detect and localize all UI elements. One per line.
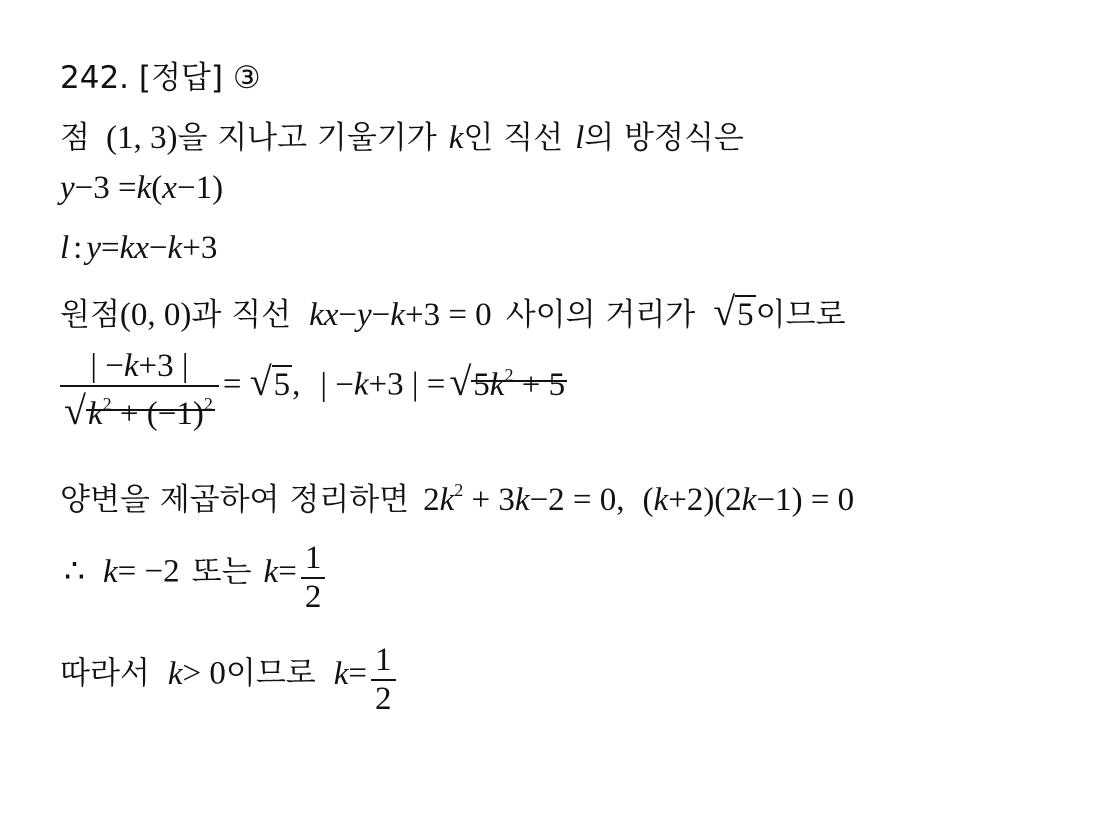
problem-heading	[60, 52, 261, 97]
var-y: y	[60, 170, 75, 206]
var-k: k	[333, 655, 349, 692]
minus: −	[371, 297, 391, 333]
exponent: 2	[102, 394, 112, 414]
var-k: k	[448, 120, 464, 156]
radicand: 5	[273, 366, 291, 403]
exponent: 2	[454, 480, 464, 500]
var-k: k	[514, 482, 530, 518]
radical-sign: √	[713, 289, 736, 334]
problem-number: 242.	[60, 60, 130, 96]
var-k: k	[123, 348, 139, 384]
var-l: l	[60, 230, 70, 266]
sqrt-denominator	[64, 387, 215, 434]
expr: −2 = 0,	[529, 482, 625, 518]
var-k: k	[136, 170, 152, 206]
solution-line-8	[60, 642, 396, 718]
text: 사이의 거리가	[505, 297, 696, 333]
fraction-half	[371, 642, 396, 718]
var-k: k	[439, 482, 455, 518]
fraction-denominator: 2	[375, 681, 392, 717]
expr: −1) = 0	[756, 482, 855, 518]
paren: (	[151, 170, 163, 206]
therefore-symbol: ∴	[64, 553, 85, 590]
var-kx: kx	[309, 297, 339, 333]
var-k: k	[263, 553, 279, 590]
text: 인 직선	[463, 120, 564, 156]
answer-label: [정답]	[138, 60, 223, 96]
expr: | −	[320, 366, 354, 403]
var-k: k	[653, 482, 669, 518]
point: (1, 3)	[105, 120, 178, 156]
exponent: 2	[203, 394, 213, 414]
equals: =	[348, 655, 367, 692]
expr: +3 | =	[368, 366, 446, 403]
expr: +3 |	[138, 348, 189, 384]
text: 의 방정식은	[584, 120, 744, 156]
expr: 5	[473, 366, 490, 403]
equals: =	[101, 230, 120, 266]
radicand: 5	[737, 297, 754, 333]
var-k: k	[353, 366, 369, 403]
expr: (	[642, 482, 654, 518]
text: 또는	[191, 553, 252, 590]
solution-line-3	[60, 230, 217, 267]
text: 을 지나고 기울기가	[177, 120, 437, 156]
text: 점	[60, 120, 90, 156]
var-y: y	[86, 230, 101, 266]
radical-sign: √	[449, 358, 472, 404]
sqrt-expression	[449, 358, 567, 405]
expr: −1)	[176, 170, 224, 206]
var-k: k	[103, 553, 118, 590]
text: 이므로	[755, 297, 846, 333]
fraction-half	[301, 540, 326, 616]
minus: −	[148, 230, 168, 266]
var-k: k	[390, 297, 405, 333]
solution-line-7	[60, 540, 325, 616]
fraction-denominator: 2	[304, 579, 322, 615]
equals: =	[222, 366, 250, 403]
expr: + 5	[513, 366, 566, 403]
radicand	[86, 394, 215, 432]
fraction-numerator: 1	[375, 642, 392, 678]
text: 이므로	[225, 655, 316, 692]
fraction-numerator: 1	[304, 540, 322, 576]
minus: −	[338, 297, 358, 333]
colon: :	[73, 230, 83, 266]
distance-fraction	[60, 348, 219, 434]
expr: +3 = 0	[404, 297, 492, 333]
solution-line-5	[60, 348, 567, 434]
expr: | −	[90, 348, 124, 384]
var-x: x	[162, 170, 177, 206]
text: 과 직선	[191, 297, 292, 333]
expr: + (−1)	[111, 396, 204, 432]
expr: + 3	[463, 482, 515, 518]
radical-sign: √	[249, 358, 272, 404]
var-k: k	[167, 230, 183, 266]
expr: > 0	[182, 655, 226, 692]
equals: =	[278, 553, 297, 590]
exponent: 2	[504, 364, 514, 385]
fraction-numerator	[60, 348, 219, 385]
expr: +3	[182, 230, 218, 266]
solution-line-1	[60, 112, 744, 157]
var-k: k	[741, 482, 757, 518]
solution-line-6	[60, 474, 854, 519]
answer-choice: ③	[232, 60, 261, 96]
comma: ,	[292, 366, 301, 403]
var-k: k	[87, 396, 103, 432]
var-y: y	[357, 297, 372, 333]
expr: −3 =	[74, 170, 137, 206]
sqrt-five	[713, 288, 755, 335]
expr: = −2	[117, 553, 180, 590]
var-k: k	[167, 655, 183, 692]
solution-line-4	[60, 288, 846, 335]
var-kx: kx	[119, 230, 149, 266]
text: 양변을 제곱하여 정리하면	[60, 482, 410, 518]
expr: 2	[423, 482, 440, 518]
radicand	[471, 364, 567, 403]
expr: +2)(2	[668, 482, 742, 518]
var-k: k	[489, 366, 505, 403]
text: 따라서	[60, 655, 150, 692]
fraction-denominator	[60, 387, 219, 434]
origin: (0, 0)	[119, 297, 192, 333]
sqrt-five	[250, 358, 292, 405]
text: 원점	[60, 297, 120, 333]
var-l: l	[575, 120, 585, 156]
solution-line-2	[60, 170, 223, 207]
radical-sign: √	[64, 388, 86, 433]
